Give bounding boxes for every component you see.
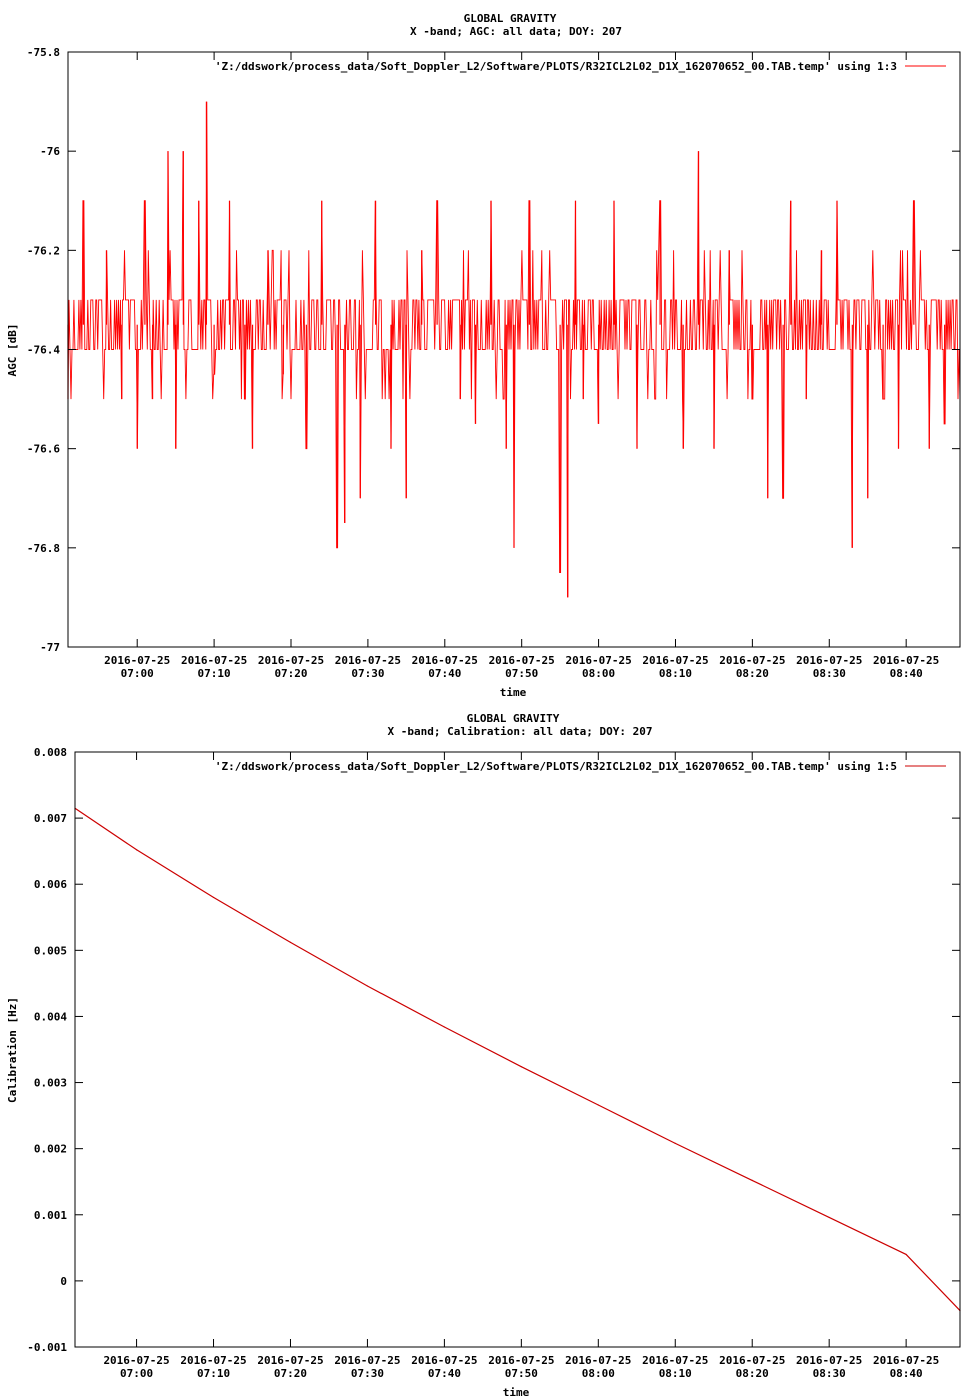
chart-title: GLOBAL GRAVITY — [463, 12, 557, 25]
x-tick-label: 2016-07-25 — [411, 1354, 478, 1367]
y-tick-label: 0.008 — [33, 746, 67, 759]
x-tick-label: 2016-07-25 — [257, 1354, 324, 1367]
x-tick-label: 07:10 — [197, 667, 231, 680]
data-point — [752, 1180, 753, 1181]
y-axis-label: Calibration [Hz] — [6, 997, 19, 1103]
y-tick-label: -76.8 — [26, 541, 60, 555]
x-tick-label: 08:40 — [889, 667, 923, 680]
x-tick-label: 07:40 — [428, 667, 462, 680]
y-tick-label: -76 — [40, 145, 60, 159]
data-point — [290, 942, 291, 943]
x-tick-label: 2016-07-25 — [873, 1354, 940, 1367]
y-tick-label: -77 — [40, 641, 60, 654]
chart-subtitle: X -band; Calibration: all data; DOY: 207 — [387, 725, 653, 738]
x-tick-label: 2016-07-25 — [719, 654, 786, 667]
x-tick-label: 07:40 — [427, 1367, 461, 1380]
x-tick-label: 07:30 — [351, 667, 385, 680]
series-line — [75, 808, 960, 1310]
x-tick-label: 2016-07-25 — [257, 654, 325, 667]
x-tick-label: 2016-07-25 — [642, 1354, 709, 1367]
x-tick-label: 08:30 — [812, 1367, 846, 1380]
x-tick-label: 08:10 — [658, 1367, 692, 1380]
y-tick-label: 0.006 — [33, 878, 67, 892]
y-tick-label: -76.4 — [26, 343, 60, 357]
x-tick-label: 08:40 — [889, 1367, 923, 1380]
x-tick-label: 08:00 — [581, 1367, 615, 1380]
x-tick-label: 08:20 — [735, 1367, 769, 1380]
data-point — [829, 1217, 830, 1218]
calibration-chart — [0, 700, 980, 1400]
y-tick-label: 0.002 — [33, 1142, 67, 1156]
x-tick-label: 08:00 — [582, 667, 616, 680]
y-tick-label: 0.005 — [33, 944, 67, 958]
data-point — [675, 1143, 676, 1144]
x-tick-label: 07:30 — [350, 1367, 384, 1380]
data-point — [367, 985, 368, 986]
x-tick-label: 2016-07-25 — [565, 654, 632, 667]
x-tick-label: 2016-07-25 — [796, 654, 863, 667]
x-axis-label: time — [502, 1386, 530, 1399]
x-tick-label: 2016-07-25 — [873, 654, 940, 667]
data-point — [906, 1254, 907, 1255]
x-tick-label: 07:50 — [504, 1367, 538, 1380]
legend-label: 'Z:/ddswork/process_data/Soft_Doppler_L2/Software/PLOTS/R32ICL2L02_D1X_162070652_00.TAB.temp' using 1:5 — [214, 760, 897, 773]
y-tick-label: 0.003 — [33, 1076, 67, 1090]
x-tick-label: 2016-07-25 — [334, 1354, 401, 1367]
y-tick-label: -76.2 — [26, 244, 60, 258]
y-axis-label: AGC [dB] — [6, 323, 19, 377]
x-tick-label: 07:20 — [274, 667, 308, 680]
data-point — [136, 849, 137, 850]
x-tick-label: 07:00 — [120, 1367, 154, 1380]
x-tick-label: 2016-07-25 — [796, 1354, 863, 1367]
x-axis-label: time — [499, 686, 527, 699]
x-tick-label: 2016-07-25 — [180, 1354, 247, 1367]
y-tick-label: -75.8 — [26, 46, 60, 59]
x-tick-label: 2016-07-25 — [334, 654, 402, 667]
x-tick-label: 07:50 — [505, 667, 539, 680]
x-tick-label: 08:20 — [735, 667, 769, 680]
chart-subtitle: X -band; AGC: all data; DOY: 207 — [410, 25, 622, 38]
x-tick-label: 08:10 — [658, 667, 693, 680]
legend-label: 'Z:/ddswork/process_data/Soft_Doppler_L2/Software/PLOTS/R32ICL2L02_D1X_162070652_00.TAB.temp' using 1:3 — [214, 60, 897, 73]
x-tick-label: 2016-07-25 — [488, 654, 555, 667]
y-tick-label: -76.6 — [26, 442, 60, 456]
plot-frame — [75, 752, 960, 1347]
chart-title: GLOBAL GRAVITY — [466, 712, 560, 725]
x-tick-label: 2016-07-25 — [488, 1354, 555, 1367]
data-point — [598, 1104, 599, 1105]
x-tick-label: 2016-07-25 — [565, 1354, 632, 1367]
y-tick-label: -0.001 — [27, 1341, 67, 1354]
y-tick-label: 0.001 — [33, 1208, 67, 1222]
y-tick-label: 0.007 — [33, 812, 67, 826]
x-tick-label: 2016-07-25 — [719, 1354, 786, 1367]
x-tick-label: 2016-07-25 — [104, 654, 171, 667]
x-tick-label: 07:10 — [196, 1367, 231, 1380]
x-tick-label: 2016-07-25 — [411, 654, 478, 667]
data-point — [444, 1026, 445, 1027]
x-tick-label: 2016-07-25 — [103, 1354, 170, 1367]
y-tick-label: 0.004 — [33, 1010, 67, 1024]
data-point — [213, 897, 214, 898]
x-tick-label: 08:30 — [812, 667, 846, 680]
data-point — [521, 1066, 522, 1067]
x-tick-label: 07:20 — [273, 1367, 308, 1380]
x-tick-label: 2016-07-25 — [180, 654, 248, 667]
y-tick-label: 0 — [60, 1274, 67, 1288]
x-tick-label: 07:00 — [120, 667, 154, 680]
x-tick-label: 2016-07-25 — [642, 654, 709, 667]
